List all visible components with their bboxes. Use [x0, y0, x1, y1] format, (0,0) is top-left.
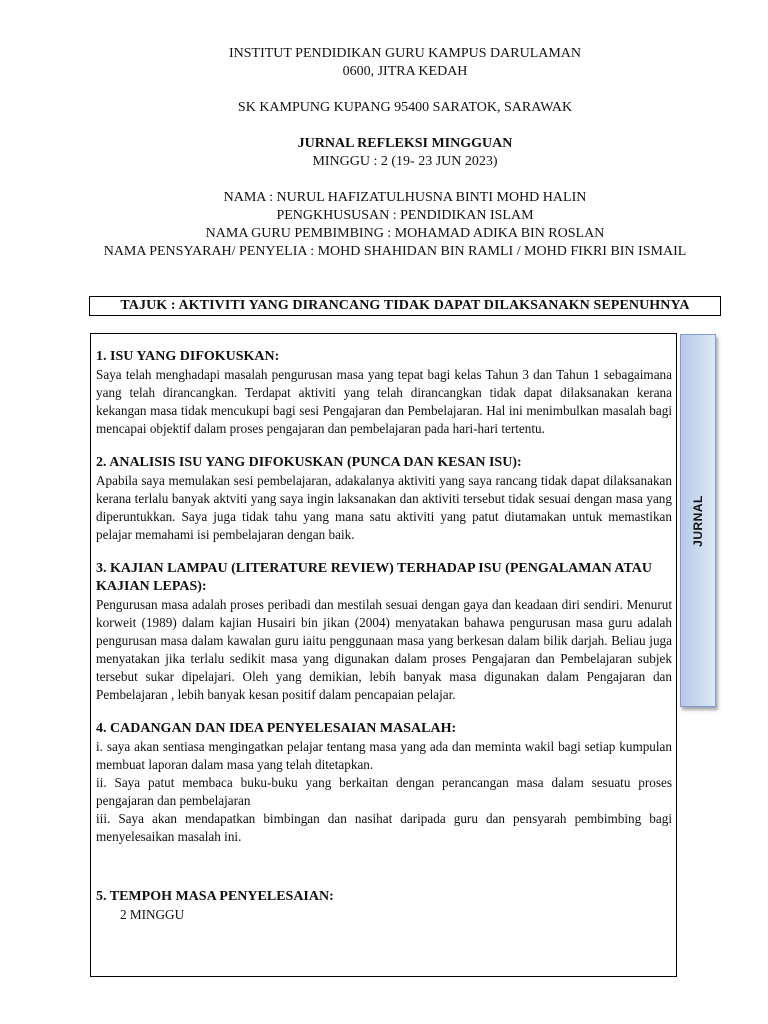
section-heading: 2. ANALISIS ISU YANG DIFOKUSKAN (PUNCA DAN KESAN ISU): — [96, 455, 522, 470]
section-body: Apabila saya memulakan sesi pembelajaran, adakalanya aktiviti yang saya rancang tidak dapat dilaksanakan kerana terlalu banyak aktviti yang saya ingin laksanakan dan aktiviti tersebut tidak sesuai dengan masa yang diperuntukkan. Saya juga tidak tahu yang mana satu aktiviti yang patut diutamakan untuk memastikan pelajar memahami isi pembelajaran dengan baik. — [96, 473, 672, 542]
section-analysis — [96, 454, 672, 544]
specialization: PENGKHUSUSAN : PENDIDIKAN ISLAM — [276, 208, 534, 223]
institute-address: 0600, JITRA KEDAH — [342, 64, 468, 79]
document-title: JURNAL REFLEKSI MINGGUAN — [297, 136, 513, 151]
suggestion-item: iii. Saya akan mendapatkan bimbingan dan nasihat daripada guru dan pensyarah pembimbing bagi menyelesaikan masalah ini. — [96, 811, 672, 844]
jurnal-side-tab — [680, 334, 716, 707]
duration-value: 2 MINGGU — [120, 907, 185, 922]
section-heading: 1. ISU YANG DIFOKUSKAN: — [96, 349, 280, 364]
section-heading: 5. TEMPOH MASA PENYELESAIAN: — [96, 889, 334, 904]
section-issue — [96, 348, 672, 438]
section-duration — [96, 888, 672, 924]
document-header — [0, 45, 768, 261]
lecturer-supervisor: NAMA PENSYARAH/ PENYELIA : MOHD SHAHIDAN BIN RAMLI / MOHD FIKRI BIN ISMAIL — [103, 244, 687, 259]
student-name: NAMA : NURUL HAFIZATULHUSNA BINTI MOHD HALIN — [223, 190, 587, 205]
section-suggestions — [96, 720, 672, 846]
week-label: MINGGU : 2 (19- 23 JUN 2023) — [312, 154, 498, 169]
topic-title-box: TAJUK : AKTIVITI YANG DIRANCANG TIDAK DAPAT DILAKSANAKN SEPENUHNYA — [89, 296, 721, 316]
section-literature-review — [96, 560, 672, 704]
section-body: Saya telah menghadapi masalah pengurusan masa yang tepat bagi kelas Tahun 3 dan Tahun 1 sebagaimana yang telah dirancangkan. Terdapat aktiviti yang telah dirancangkan tidak dapat dilaksanakan kerana kekangan masa tidak mencukupi bagi sesi Pengajaran dan Pembelajaran. Hal ini menimbulkan masalah bagi mencapai objektif dalam proses pengajaran dan pembelajaran pada hari-hari tertentu. — [96, 367, 672, 436]
suggestion-item: ii. Saya patut membaca buku-buku yang berkaitan dengan perancangan masa dalam sesuatu proses pengajaran dan pembelajaran — [96, 775, 672, 808]
school-name: SK KAMPUNG KUPANG 95400 SARATOK, SARAWAK — [237, 100, 573, 115]
section-heading: 4. CADANGAN DAN IDEA PENYELESAIAN MASALAH: — [96, 721, 457, 736]
section-heading: 3. KAJIAN LAMPAU (LITERATURE REVIEW) TERHADAP ISU (PENGALAMAN ATAU KAJIAN LEPAS): — [96, 561, 653, 594]
mentor-teacher: NAMA GURU PEMBIMBING : MOHAMAD ADIKA BIN ROSLAN — [205, 226, 605, 241]
section-body: Pengurusan masa adalah proses peribadi dan mestilah sesuai dengan gaya dan keadaan diri sendiri. Menurut korweit (1989) dalam kajian Husairi bin jikan (2004) menyatakan bahawa pengurusan masa guru adalah pengurusan masa dalam kawalan guru iaitu penggunaan masa yang berkesan dalam bilik darjah. Beliau juga menyatakan jika terlalu sedikit masa yang digunakan dalam proses Pengajaran dan Pembelajaran subjek tersebut sukar dipelajari. Oleh yang demikian, lebih banyak masa digunakan dalam Pengajaran dan Pembelajaran , lebih banyak kesan positif dalam pencapaian pelajar. — [96, 597, 672, 702]
reflection-content — [96, 348, 672, 940]
jurnal-side-tab-label: JURNAL — [691, 494, 705, 547]
suggestion-item: i. saya akan sentiasa mengingatkan pelajar tentang masa yang ada dan meminta wakil bagi setiap kumpulan membuat laporan dalam masa yang telah ditetapkan. — [96, 739, 672, 772]
institute-name: INSTITUT PENDIDIKAN GURU KAMPUS DARULAMAN — [228, 46, 582, 61]
